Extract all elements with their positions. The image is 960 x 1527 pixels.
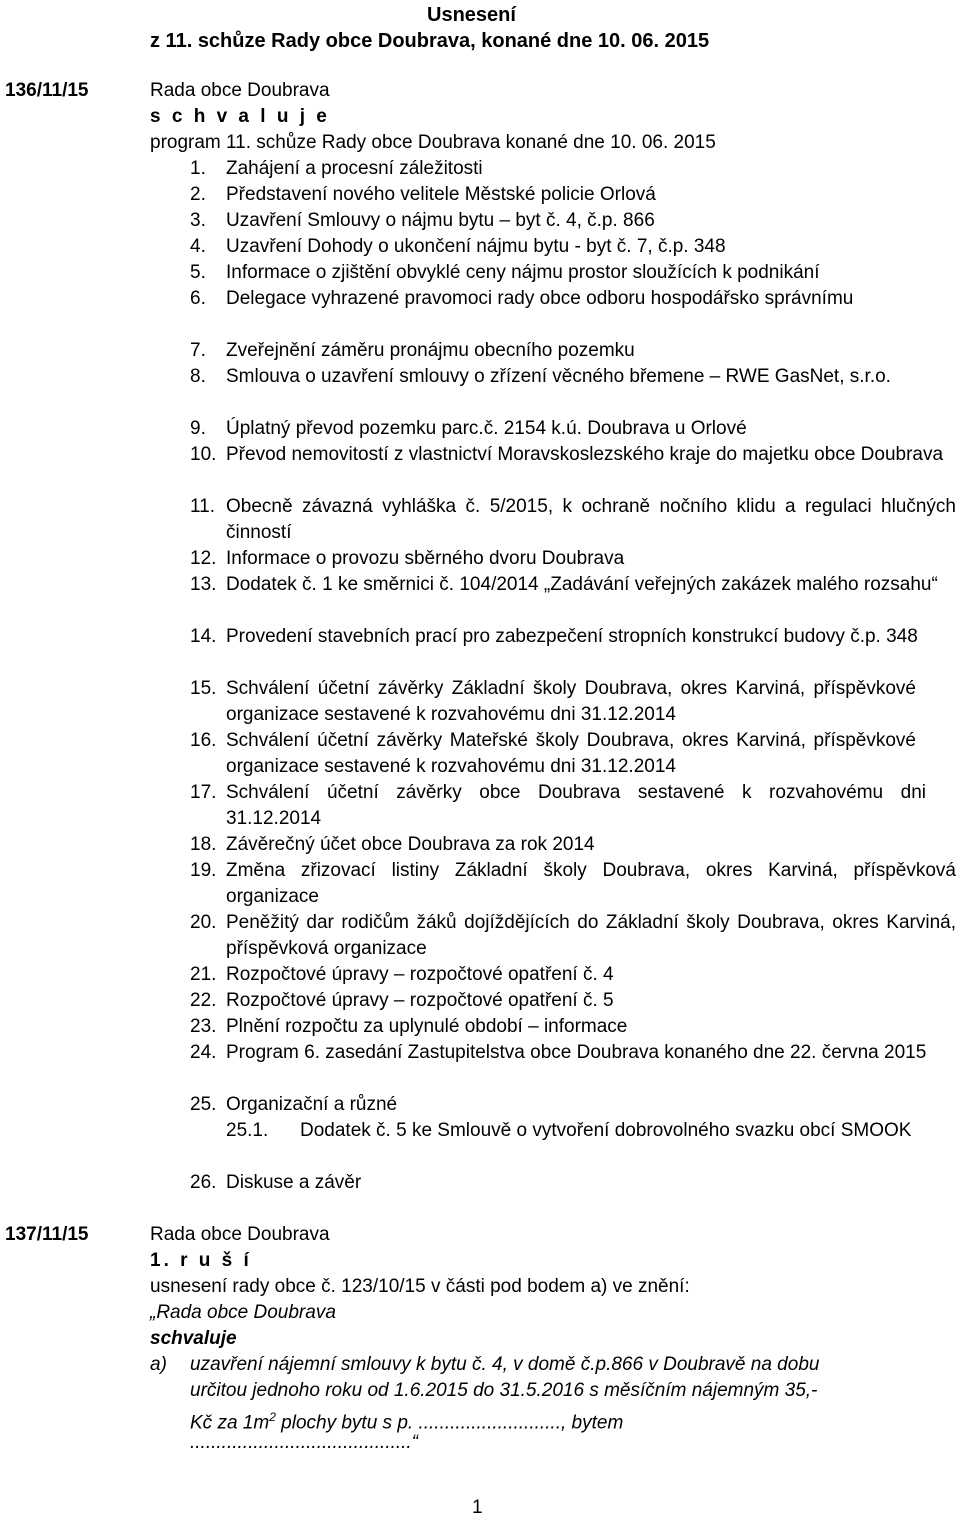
agenda-number: 4. (190, 236, 206, 257)
agenda-number: 8. (190, 366, 206, 387)
quoted-item-line: uzavření nájemní smlouvy k bytu č. 4, v domě č.p.866 v Doubravě na dobu (190, 1354, 820, 1375)
agenda-number: 2. (190, 184, 206, 205)
resolution-body: Rada obce Doubrava (150, 80, 330, 101)
agenda-item: Provedení stavebních prací pro zabezpečení stropních konstrukcí budovy č.p. 348 (226, 626, 918, 647)
agenda-number: 19. (190, 860, 217, 881)
agenda-number: 21. (190, 964, 217, 985)
quoted-item-line: ..........................................“ (190, 1432, 419, 1453)
resolution-body: Rada obce Doubrava (150, 1224, 330, 1245)
agenda-number: 16. (190, 730, 217, 751)
agenda-number: 26. (190, 1172, 217, 1193)
quoted-verb: schvaluje (150, 1328, 237, 1349)
resolution-number: 136/11/15 (5, 80, 89, 101)
agenda-item: Peněžitý dar rodičům žáků dojíždějících do Základní školy Doubrava, okres Karviná, příspěvková organizace (226, 912, 956, 959)
agenda-number: 14. (190, 626, 217, 647)
agenda-item: Obecně závazná vyhláška č. 5/2015, k ochraně nočního klidu a regulaci hlučných činností (226, 496, 956, 543)
quoted-item-line: určitou jednoho roku od 1.6.2015 do 31.5.2016 s měsíčním nájemným 35,- (190, 1380, 818, 1401)
agenda-number: 3. (190, 210, 206, 231)
agenda-item: Smlouva o uzavření smlouvy o zřízení věcného břemene – RWE GasNet, s.r.o. (226, 366, 891, 387)
agenda-item: Organizační a různé (226, 1094, 398, 1115)
agenda-item: Zveřejnění záměru pronájmu obecního pozemku (226, 340, 635, 361)
agenda-number: 15. (190, 678, 217, 699)
agenda-item: Převod nemovitostí z vlastnictví Moravskoslezského kraje do majetku obce Doubrava (226, 444, 944, 465)
agenda-number: 12. (190, 548, 217, 569)
agenda-number: 10. (190, 444, 217, 465)
agenda-number: 5. (190, 262, 206, 283)
agenda-number: 20. (190, 912, 217, 933)
agenda-item: Informace o zjištění obvyklé ceny nájmu prostor sloužících k podnikání (226, 262, 820, 283)
agenda-item: Program 6. zasedání Zastupitelstva obce Doubrava konaného dne 22. června 2015 (226, 1042, 927, 1063)
agenda-item: Uzavření Dohody o ukončení nájmu bytu - byt č. 7, č.p. 348 (226, 236, 726, 257)
agenda-number: 23. (190, 1016, 217, 1037)
agenda-item: Představení nového velitele Městské policie Orlová (226, 184, 656, 205)
agenda-number: 6. (190, 288, 206, 309)
agenda-item: Uzavření Smlouvy o nájmu bytu – byt č. 4, č.p. 866 (226, 210, 655, 231)
resolution-text: usnesení rady obce č. 123/10/15 v části pod bodem a) ve znění: (150, 1276, 690, 1297)
superscript: 2 (269, 1410, 276, 1424)
quoted-item-text: plochy bytu s p. ..........................., bytem (275, 1412, 624, 1434)
agenda-item: Informace o provozu sběrného dvoru Doubrava (226, 548, 625, 569)
quoted-item-label: a) (150, 1354, 167, 1375)
resolution-number: 137/11/15 (5, 1224, 89, 1245)
agenda-item: Rozpočtové úpravy – rozpočtové opatření č. 4 (226, 964, 614, 985)
agenda-number: 1. (190, 158, 206, 179)
document-subtitle: z 11. schůze Rady obce Doubrava, konané dne 10. 06. 2015 (150, 30, 710, 52)
agenda-number: 7. (190, 340, 206, 361)
agenda-number: 18. (190, 834, 217, 855)
agenda-number: 22. (190, 990, 217, 1011)
agenda-item: Schválení účetní závěrky Základní školy Doubrava, okres Karviná, příspěvkové organizace sestavené k rozvahovému dni 31.12.2014 (226, 678, 916, 725)
agenda-item: Schválení účetní závěrky Mateřské školy Doubrava, okres Karviná, příspěvkové organizace sestavené k rozvahovému dni 31.12.2014 (226, 730, 916, 777)
agenda-item: Závěrečný účet obce Doubrava za rok 2014 (226, 834, 595, 855)
agenda-item: Delegace vyhrazené pravomoci rady obce odboru hospodářsko správnímu (226, 288, 854, 309)
agenda-subitem (300, 1118, 956, 1144)
quoted-body: „Rada obce Doubrava (150, 1302, 336, 1323)
agenda-item: Diskuse a závěr (226, 1172, 362, 1193)
agenda-number: 13. (190, 574, 217, 595)
agenda-item: Rozpočtové úpravy – rozpočtové opatření č. 5 (226, 990, 614, 1011)
agenda-subitem-text: Dodatek č. 5 ke Smlouvě o vytvoření dobrovolného svazku obcí SMOOK (300, 1120, 912, 1141)
agenda-subnumber: 25.1. (226, 1120, 269, 1141)
quoted-item-text: Kč za 1m (190, 1412, 270, 1434)
resolution-verb: s c h v a l u j e (150, 106, 330, 127)
agenda-number: 17. (190, 782, 217, 803)
document-title: Usnesení (427, 4, 516, 26)
resolution-verb: 1. r u š í (150, 1250, 252, 1271)
agenda-item: Zahájení a procesní záležitosti (226, 158, 483, 179)
program-line: program 11. schůze Rady obce Doubrava konané dne 10. 06. 2015 (150, 132, 716, 153)
agenda-number: 25. (190, 1094, 217, 1115)
agenda-number: 9. (190, 418, 206, 439)
agenda-number: 24. (190, 1042, 217, 1063)
agenda-item: Plnění rozpočtu za uplynulé období – informace (226, 1016, 628, 1037)
agenda-item: Úplatný převod pozemku parc.č. 2154 k.ú. Doubrava u Orlové (226, 418, 747, 439)
agenda-item: Dodatek č. 1 ke směrnici č. 104/2014 „Zadávání veřejných zakázek malého rozsahu“ (226, 574, 938, 595)
agenda-item: Schválení účetní závěrky obce Doubrava sestavené k rozvahovému dni 31.12.2014 (226, 782, 926, 829)
agenda-item: Změna zřizovací listiny Základní školy Doubrava, okres Karviná, příspěvková organizace (226, 860, 956, 907)
page-number: 1 (472, 1497, 483, 1518)
agenda-number: 11. (190, 496, 216, 517)
